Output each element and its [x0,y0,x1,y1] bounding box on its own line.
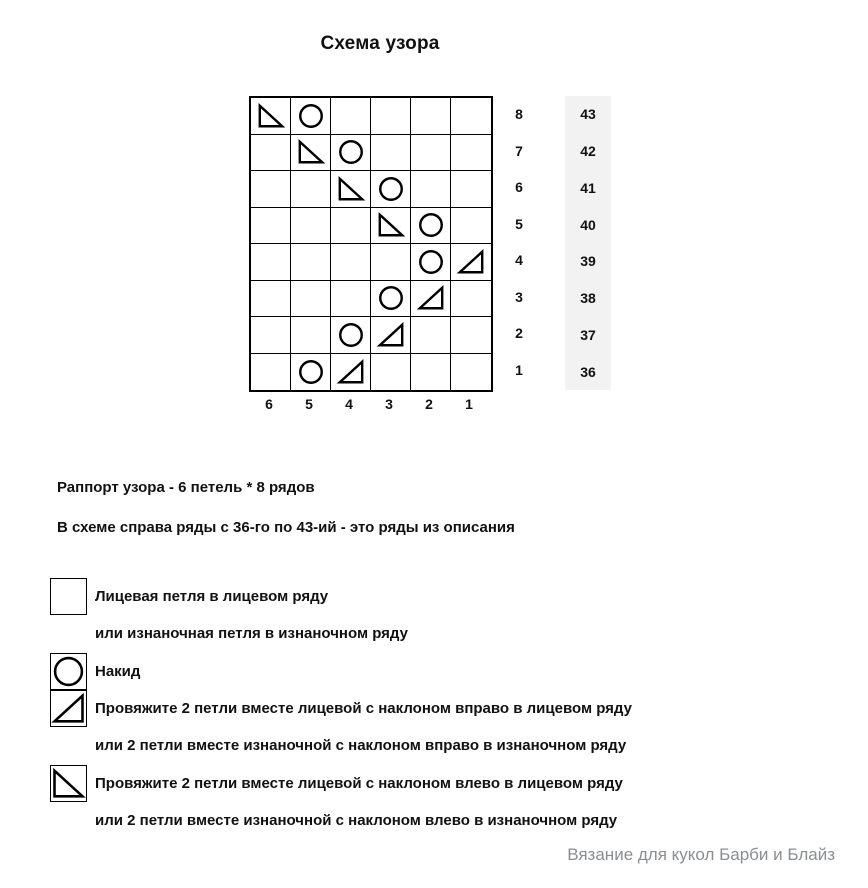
chart-cell [411,354,451,391]
chart-cell [331,171,371,208]
chart-cell [371,317,411,354]
chart-cell [411,244,451,281]
chart-cell [411,281,451,318]
chart-cell [451,244,491,281]
row-number-label: 4 [515,252,523,269]
yarn-over-icon [336,321,366,349]
legend-item [50,653,840,690]
column-number-label: 4 [345,396,353,412]
description-row-number-label: 38 [580,290,596,307]
row-number-label: 8 [515,106,523,123]
chart-cell [451,98,491,135]
decrease-left-icon [336,175,366,203]
legend-item-sublabel: или изнаночная петля в изнаночном ряду [95,625,408,642]
chart-cell [371,244,411,281]
decrease-left-icon [296,138,326,166]
chart-cell [411,171,451,208]
chart-cell [291,98,331,135]
decrease-right-icon [456,248,486,276]
chart-cell [371,98,411,135]
chart-cell [331,317,371,354]
legend-item [50,578,840,615]
chart-cell [251,244,291,281]
description-row-number-label: 37 [580,326,596,343]
decrease-right-icon [376,321,406,349]
page-title: Схема узора [320,33,440,54]
chart-cell [291,208,331,245]
legend-knit-stitch-icon [50,578,87,615]
row-number-label: 2 [515,325,523,342]
row-number-column [489,96,549,388]
chart-cell [451,354,491,391]
chart-cell [411,135,451,172]
yarn-over-icon [416,248,446,276]
chart-cell [411,317,451,354]
note-rows-info: В схеме справа ряды с 36-го по 43-ий - это ряды из описания [57,519,515,536]
chart-cell [291,135,331,172]
chart-cell [251,208,291,245]
legend-item [50,690,840,727]
chart-cell [331,354,371,391]
legend-item-label: Накид [95,663,141,680]
column-number-label: 1 [465,396,473,412]
row-number-label: 1 [515,361,523,378]
chart-cell [451,171,491,208]
description-row-number-label: 36 [580,363,596,380]
decrease-right-icon [416,284,446,312]
chart-cell [411,98,451,135]
row-number-label: 7 [515,142,523,159]
column-number-label: 6 [265,396,273,412]
chart-cell [251,354,291,391]
footer-credit: Вязание для кукол Барби и Блайз [567,845,835,864]
chart-cell [451,208,491,245]
yarn-over-icon [376,284,406,312]
legend-item-sublabel: или 2 петли вместе изнаночной с наклоном вправо в изнаночном ряду [95,737,627,754]
legend-item-label: Провяжите 2 петли вместе лицевой с наклоном вправо в лицевом ряду [95,700,632,717]
legend-item-label: Лицевая петля в лицевом ряду [95,588,329,605]
description-row-number-label: 40 [580,216,596,233]
legend-item [50,765,840,802]
legend-decrease-left-icon [50,765,87,802]
yarn-over-icon [336,138,366,166]
description-row-number-label: 41 [580,179,596,196]
chart-cell [251,281,291,318]
note-repeat: Раппорт узора - 6 петель * 8 рядов [57,479,315,496]
chart-cell [291,244,331,281]
chart-cell [371,135,411,172]
legend-item-label: Провяжите 2 петли вместе лицевой с наклоном влево в лицевом ряду [95,775,623,792]
pattern-chart [249,96,493,392]
yarn-over-icon [376,175,406,203]
pattern-grid [249,96,493,392]
yarn-over-icon [296,358,326,386]
legend [50,578,840,840]
description-row-number-label: 42 [580,143,596,160]
chart-cell [451,317,491,354]
chart-cell [291,171,331,208]
chart-cell [371,281,411,318]
chart-cell [291,354,331,391]
column-number-row [249,396,489,412]
column-number-label: 3 [385,396,393,412]
chart-cell [251,135,291,172]
chart-cell [291,281,331,318]
chart-cell [371,171,411,208]
chart-cell [371,208,411,245]
description-row-number-column [565,96,611,390]
yarn-over-icon [296,102,326,130]
chart-cell [251,317,291,354]
chart-cell [411,208,451,245]
column-number-label: 2 [425,396,433,412]
chart-cell [371,354,411,391]
decrease-left-icon [376,211,406,239]
chart-cell [291,317,331,354]
decrease-right-icon [336,358,366,386]
chart-cell [331,281,371,318]
legend-decrease-right-icon [50,690,87,727]
yarn-over-icon [416,211,446,239]
chart-cell [331,208,371,245]
chart-cell [451,135,491,172]
chart-cell [331,135,371,172]
legend-yarn-over-icon [50,653,87,690]
row-number-label: 3 [515,288,523,305]
chart-cell [331,98,371,135]
chart-cell [451,281,491,318]
description-row-number-label: 39 [580,253,596,270]
row-number-label: 5 [515,215,523,232]
chart-cell [251,171,291,208]
decrease-left-icon [256,102,286,130]
legend-item-sublabel: или 2 петли вместе изнаночной с наклоном влево в изнаночном ряду [95,812,618,829]
row-number-label: 6 [515,179,523,196]
description-row-number-label: 43 [580,106,596,123]
chart-cell [251,98,291,135]
chart-cell [331,244,371,281]
column-number-label: 5 [305,396,313,412]
